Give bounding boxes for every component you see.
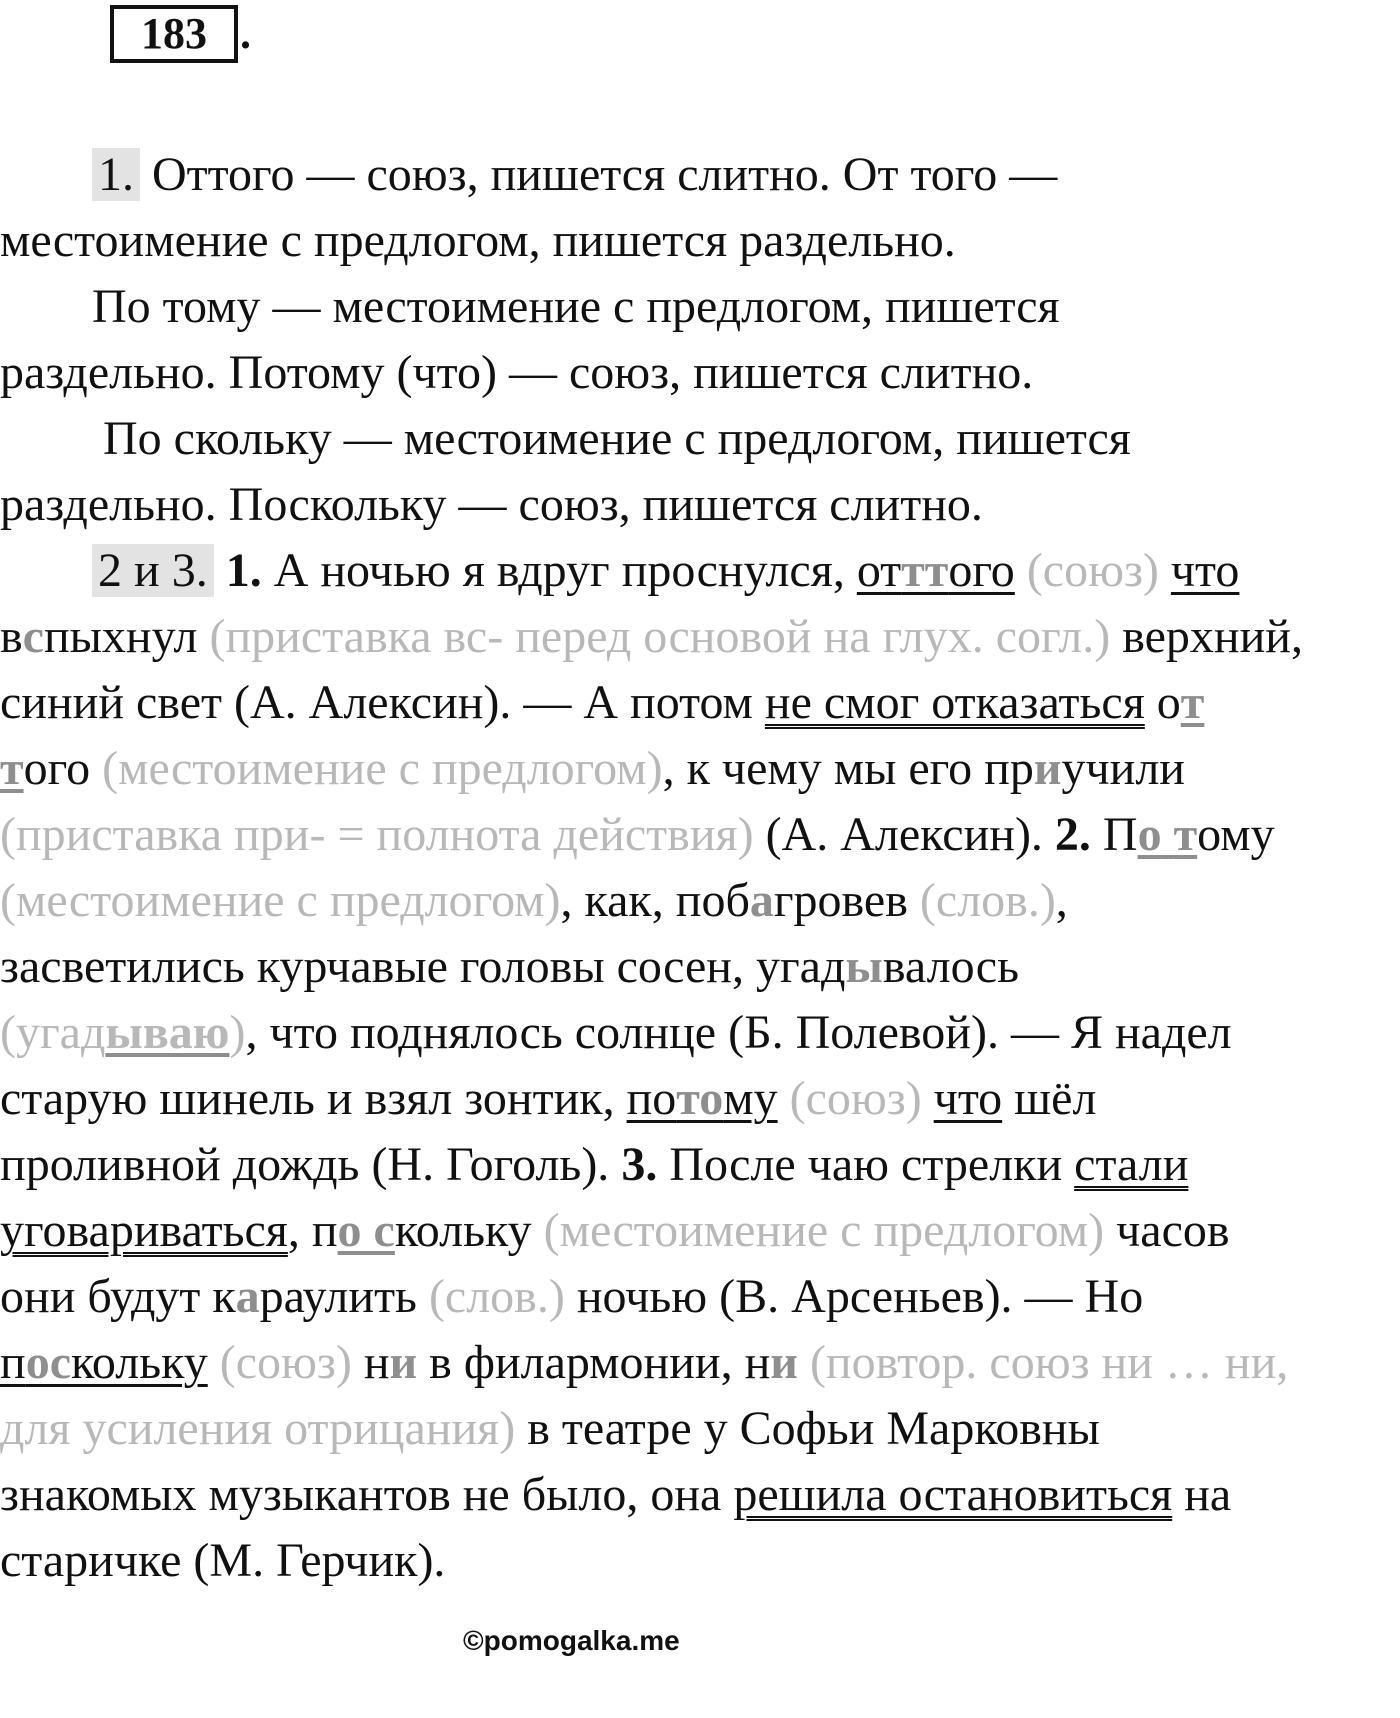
text-line: По скольку — местоимение с предлогом, пишется — [103, 412, 1131, 465]
text-line: синий свет (А. Алексин). — А потом не смог отказаться от — [0, 676, 1205, 729]
paragraph-marker: 1. — [92, 148, 140, 201]
text-line: засветились курчавые головы сосен, угадывалось — [0, 940, 1019, 993]
text-line: знакомых музыкантов не было, она решила остановиться на — [0, 1468, 1232, 1521]
text-line: поскольку (союз) ни в филармонии, ни (повтор. союз ни … ни, — [0, 1336, 1289, 1389]
text-line: уговариваться, по скольку (местоимение с предлогом) часов — [0, 1204, 1230, 1257]
text-line: 1. Оттого — союз, пишется слитно. От того — — [92, 145, 1057, 205]
exercise-number: 183 — [141, 9, 207, 58]
text-line: старичке (М. Герчик). — [0, 1534, 446, 1587]
exercise-number-dot: . — [240, 9, 251, 58]
text-line: старую шинель и взял зонтик, потому (союз) что шёл — [0, 1072, 1097, 1125]
text-line: раздельно. Поскольку — союз, пишется слитно. — [0, 478, 983, 531]
text-line: (местоимение с предлогом), как, побагровев (слов.), — [0, 874, 1068, 927]
text-line: раздельно. Потому (что) — союз, пишется слитно. — [0, 346, 1034, 399]
text-line: проливной дождь (Н. Гоголь). 3. После чаю стрелки стали — [0, 1138, 1189, 1191]
underlined-word: отттого — [856, 544, 1015, 597]
watermark: ©pomogalka.me — [463, 1625, 680, 1656]
text-line: того (местоимение с предлогом), к чему мы его приучили — [0, 742, 1185, 795]
text-line: они будут караулить (слов.) ночью (В. Арсеньев). — Но — [0, 1270, 1144, 1323]
text-line: По тому — местоимение с предлогом, пишется — [92, 280, 1060, 333]
text-line: для усиления отрицания) в театре у Софьи Марковны — [0, 1402, 1100, 1455]
text-line: (приставка при- = полнота действия) (А. Алексин). 2. По тому — [0, 808, 1275, 861]
text-line: местоимение с предлогом, пишется раздельно. — [0, 214, 956, 267]
exercise-number-box — [110, 5, 238, 63]
text-line: (угадываю), что поднялось солнце (Б. Полевой). — Я надел — [0, 1006, 1232, 1059]
text-line: вспыхнул (приставка вс- перед основой на глух. согл.) верхний, — [0, 610, 1303, 663]
paragraph-marker: 2 и 3. — [92, 544, 214, 597]
text-line: 2 и 3. 1. А ночью я вдруг проснулся, отттого (союз) что — [92, 541, 1239, 601]
